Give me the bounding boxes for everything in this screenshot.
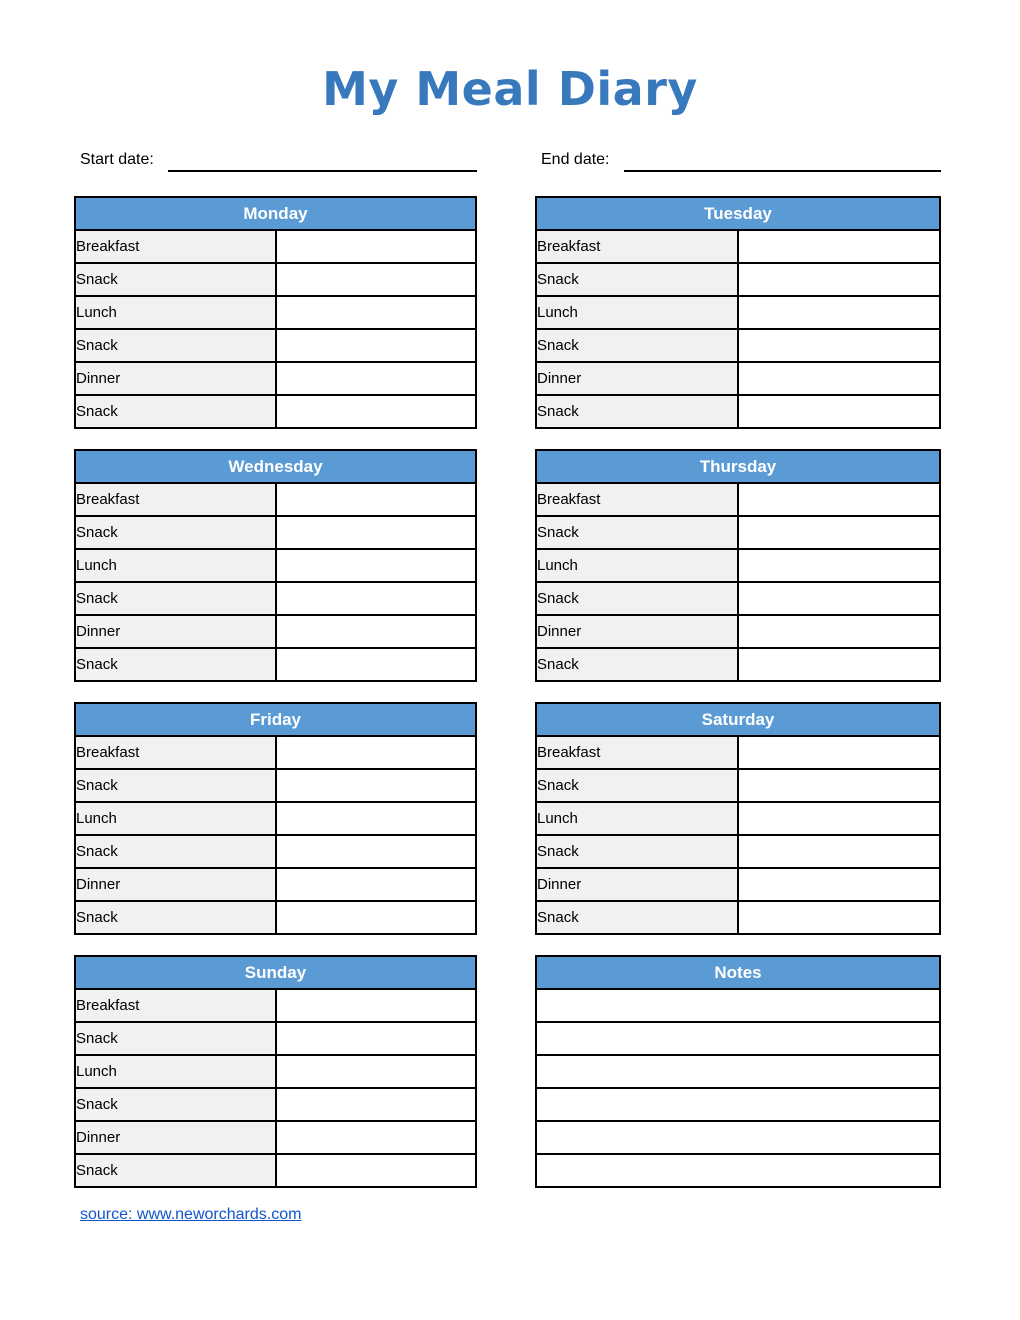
meal-label: Snack [536, 835, 738, 868]
meal-entry-cell [276, 549, 477, 582]
meal-entry-cell [738, 615, 940, 648]
meal-entry-cell [276, 648, 477, 681]
notes-entry-cell [536, 1154, 940, 1187]
table-row [536, 296, 940, 329]
meal-label: Lunch [536, 549, 738, 582]
day-header-friday: Friday [75, 703, 476, 736]
meal-label: Breakfast [75, 736, 276, 769]
meal-entry-cell [276, 1154, 477, 1187]
table-row [75, 989, 476, 1022]
table-row [536, 989, 940, 1022]
meal-entry-cell [276, 1022, 477, 1055]
meal-label: Snack [75, 263, 276, 296]
day-header-sunday: Sunday [75, 956, 476, 989]
table-row [536, 769, 940, 802]
table-row [75, 296, 476, 329]
table-row [536, 263, 940, 296]
meal-entry-cell [738, 802, 940, 835]
table-row [75, 1022, 476, 1055]
table-row [75, 483, 476, 516]
day-header-wednesday: Wednesday [75, 450, 476, 483]
table-row [536, 483, 940, 516]
meal-label: Snack [75, 648, 276, 681]
day-header-thursday: Thursday [536, 450, 940, 483]
date-row [74, 150, 943, 172]
meal-label: Lunch [75, 1055, 276, 1088]
meal-label: Snack [536, 395, 738, 428]
table-row [75, 1121, 476, 1154]
meal-entry-cell [738, 582, 940, 615]
table-row [75, 362, 476, 395]
table-row [536, 1055, 940, 1088]
meal-entry-cell [738, 329, 940, 362]
meal-entry-cell [276, 1088, 477, 1121]
table-row [75, 901, 476, 934]
meal-label: Snack [75, 769, 276, 802]
meal-label: Snack [536, 263, 738, 296]
day-table-wednesday [74, 449, 477, 682]
day-header-monday: Monday [75, 197, 476, 230]
table-row [536, 802, 940, 835]
table-row [75, 835, 476, 868]
meal-label: Dinner [536, 868, 738, 901]
table-row [75, 802, 476, 835]
meal-label: Breakfast [536, 736, 738, 769]
meal-entry-cell [276, 989, 477, 1022]
table-row [75, 549, 476, 582]
table-row [536, 549, 940, 582]
meal-label: Breakfast [75, 230, 276, 263]
meal-entry-cell [276, 736, 477, 769]
table-row [75, 329, 476, 362]
table-row [536, 736, 940, 769]
meal-entry-cell [276, 362, 477, 395]
meal-label: Snack [75, 516, 276, 549]
meal-entry-cell [738, 395, 940, 428]
notes-entry-cell [536, 1121, 940, 1154]
meal-label: Breakfast [536, 483, 738, 516]
meal-entry-cell [738, 868, 940, 901]
meal-entry-cell [276, 1055, 477, 1088]
meal-label: Lunch [75, 802, 276, 835]
meal-entry-cell [738, 901, 940, 934]
meal-entry-cell [738, 483, 940, 516]
source-link[interactable]: source: www.neworchards.com [80, 1206, 302, 1223]
meal-entry-cell [738, 296, 940, 329]
day-header-saturday: Saturday [536, 703, 940, 736]
meal-entry-cell [276, 769, 477, 802]
table-row [75, 263, 476, 296]
meal-entry-cell [276, 835, 477, 868]
table-row [75, 769, 476, 802]
day-table-sunday [74, 955, 477, 1188]
table-row [536, 868, 940, 901]
meal-entry-cell [276, 483, 477, 516]
meal-label: Snack [75, 1154, 276, 1187]
table-row [75, 395, 476, 428]
table-row [75, 230, 476, 263]
table-row [536, 1088, 940, 1121]
start-date-field [74, 150, 477, 172]
meal-label: Snack [536, 516, 738, 549]
meal-label: Snack [536, 582, 738, 615]
meal-entry-cell [276, 1121, 477, 1154]
day-table-friday [74, 702, 477, 935]
table-row [536, 615, 940, 648]
footer [80, 1206, 1020, 1224]
meal-entry-cell [738, 736, 940, 769]
meal-label: Snack [536, 648, 738, 681]
meal-label: Snack [75, 835, 276, 868]
meal-entry-cell [276, 263, 477, 296]
meal-entry-cell [276, 329, 477, 362]
meal-label: Dinner [75, 615, 276, 648]
day-table-saturday [535, 702, 941, 935]
meal-entry-cell [276, 296, 477, 329]
table-row [75, 1088, 476, 1121]
meal-label: Snack [75, 395, 276, 428]
meal-entry-cell [738, 549, 940, 582]
table-row [536, 230, 940, 263]
meal-entry-cell [738, 230, 940, 263]
meal-label: Breakfast [75, 989, 276, 1022]
notes-entry-cell [536, 1022, 940, 1055]
meal-label: Dinner [75, 868, 276, 901]
table-row [536, 362, 940, 395]
meal-entry-cell [738, 835, 940, 868]
meal-label: Snack [536, 769, 738, 802]
table-row [536, 582, 940, 615]
meal-label: Lunch [536, 296, 738, 329]
meal-label: Snack [75, 1022, 276, 1055]
meal-entry-cell [738, 516, 940, 549]
end-date-label: End date: [541, 151, 610, 168]
meal-label: Snack [75, 901, 276, 934]
meal-entry-cell [276, 802, 477, 835]
meal-entry-cell [276, 868, 477, 901]
table-row [75, 615, 476, 648]
meal-label: Dinner [75, 1121, 276, 1154]
meal-label: Lunch [536, 802, 738, 835]
table-row [536, 1121, 940, 1154]
table-row [536, 516, 940, 549]
table-row [75, 648, 476, 681]
meal-entry-cell [276, 230, 477, 263]
day-header-tuesday: Tuesday [536, 197, 940, 230]
table-row [75, 1154, 476, 1187]
page-title: My Meal Diary [322, 62, 698, 116]
table-row [536, 329, 940, 362]
meal-entry-cell [738, 263, 940, 296]
table-row [75, 582, 476, 615]
table-row [536, 835, 940, 868]
meal-label: Snack [75, 329, 276, 362]
table-row [75, 736, 476, 769]
day-table-tuesday [535, 196, 941, 429]
table-row [75, 1055, 476, 1088]
notes-entry-cell [536, 1088, 940, 1121]
day-table-monday [74, 196, 477, 429]
table-row [536, 1022, 940, 1055]
table-row [536, 648, 940, 681]
meal-entry-cell [738, 362, 940, 395]
meal-label: Snack [75, 582, 276, 615]
meal-label: Lunch [75, 296, 276, 329]
day-table-thursday [535, 449, 941, 682]
notes-table [535, 955, 941, 1188]
table-row [536, 1154, 940, 1187]
table-row [75, 516, 476, 549]
notes-entry-cell [536, 989, 940, 1022]
notes-entry-cell [536, 1055, 940, 1088]
table-row [536, 901, 940, 934]
meal-label: Snack [75, 1088, 276, 1121]
end-date-field [535, 150, 941, 172]
meal-entry-cell [276, 516, 477, 549]
meal-label: Breakfast [536, 230, 738, 263]
table-row [75, 868, 476, 901]
start-date-label: Start date: [80, 151, 154, 168]
table-row [536, 395, 940, 428]
meal-entry-cell [276, 395, 477, 428]
meal-label: Dinner [75, 362, 276, 395]
meal-entry-cell [276, 582, 477, 615]
end-date-blank-line [624, 150, 942, 172]
meal-label: Dinner [536, 615, 738, 648]
meal-label: Dinner [536, 362, 738, 395]
meal-label: Snack [536, 329, 738, 362]
meal-entry-cell [738, 648, 940, 681]
meal-label: Lunch [75, 549, 276, 582]
meal-entry-cell [276, 901, 477, 934]
meal-label: Breakfast [75, 483, 276, 516]
tables-grid [74, 196, 943, 1188]
meal-entry-cell [738, 769, 940, 802]
meal-entry-cell [276, 615, 477, 648]
meal-label: Snack [536, 901, 738, 934]
notes-header: Notes [536, 956, 940, 989]
start-date-blank-line [168, 150, 477, 172]
